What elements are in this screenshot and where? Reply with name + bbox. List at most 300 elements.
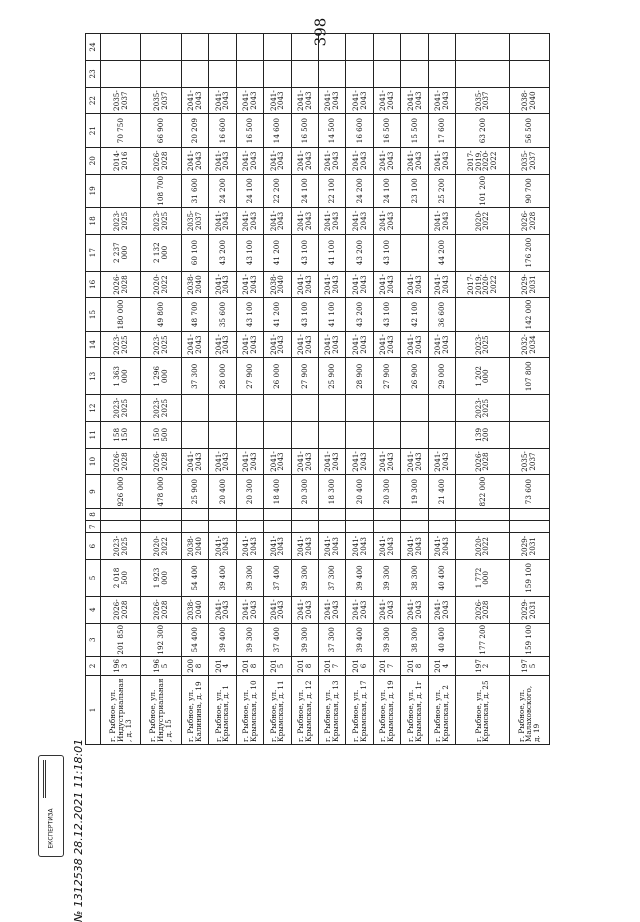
- table-cell: 2041-2043: [209, 147, 236, 174]
- table-cell: 2041-2043: [236, 533, 263, 560]
- table-cell: 2014: [209, 656, 236, 675]
- table-cell: 43 100: [373, 234, 400, 271]
- table-cell: [264, 34, 291, 61]
- table-cell: 926 000: [101, 475, 141, 508]
- table-cell: 2041-2043: [346, 596, 373, 623]
- table-cell: 2041-2043: [346, 448, 373, 475]
- document-footer: [30, 738, 140, 922]
- table-cell: 180 000: [101, 298, 141, 331]
- table-cell: 2041-2043: [373, 596, 400, 623]
- table-cell: 37 300: [181, 358, 208, 395]
- table-cell: 37 400: [264, 623, 291, 656]
- address-cell: г. Рыбное, ул. Крымская, д. 1: [209, 675, 236, 744]
- table-cell: [509, 34, 549, 61]
- column-number-18: 18: [86, 208, 101, 235]
- table-cell: 41 200: [264, 234, 291, 271]
- table-cell: [291, 395, 318, 422]
- table-cell: 39 300: [373, 623, 400, 656]
- column-number-7: 7: [86, 521, 101, 533]
- address-cell: г. Рыбное, ул. Крымская, д. 17: [346, 675, 373, 744]
- table-cell: 43 100: [236, 234, 263, 271]
- table-cell: 20 400: [209, 475, 236, 508]
- table-cell: 2023-2025: [101, 208, 141, 235]
- table-cell: 37 300: [318, 560, 345, 597]
- table-cell: [181, 421, 208, 448]
- table-cell: [401, 508, 428, 520]
- table-cell: 2041-2043: [264, 331, 291, 358]
- table-cell: 2041-2043: [209, 208, 236, 235]
- table-cell: 1965: [141, 656, 181, 675]
- table-cell: 2041-2043: [318, 331, 345, 358]
- table-cell: [509, 421, 549, 448]
- table-cell: 27 900: [373, 358, 400, 395]
- table-cell: 478 000: [141, 475, 181, 508]
- table-row: [401, 34, 428, 745]
- table-cell: [318, 521, 345, 533]
- table-cell: [236, 34, 263, 61]
- table-cell: 2026-2028: [101, 596, 141, 623]
- table-cell: [181, 521, 208, 533]
- table-cell: 17 600: [428, 114, 455, 147]
- table-cell: [264, 508, 291, 520]
- table-cell: 66 900: [141, 114, 181, 147]
- address-cell: г. Рыбное, ул. Калинина, д. 19: [181, 675, 208, 744]
- table-cell: 20 209: [181, 114, 208, 147]
- column-number-15: 15: [86, 298, 101, 331]
- table-cell: [428, 508, 455, 520]
- table-cell: 2035-2037: [509, 147, 549, 174]
- table-cell: 16 500: [373, 114, 400, 147]
- table-cell: [456, 34, 509, 61]
- table-cell: 49 800: [141, 298, 181, 331]
- table-cell: 2041-2043: [264, 448, 291, 475]
- column-number-6: 6: [86, 533, 101, 560]
- table-cell: 2023-2025: [141, 331, 181, 358]
- table-cell: 39 300: [373, 560, 400, 597]
- table-cell: [209, 521, 236, 533]
- table-cell: 35 600: [209, 298, 236, 331]
- table-cell: 2038-2040: [181, 533, 208, 560]
- table-cell: 2041-2043: [373, 147, 400, 174]
- table-cell: 2014: [428, 656, 455, 675]
- table-cell: 2041-2043: [318, 448, 345, 475]
- table-cell: 2041-2043: [291, 208, 318, 235]
- table-cell: 2018: [401, 656, 428, 675]
- table-cell: 2041-2043: [318, 596, 345, 623]
- table-cell: 2041-2043: [236, 208, 263, 235]
- table-cell: 107 800: [509, 358, 549, 395]
- table-cell: [456, 298, 509, 331]
- table-cell: 37 300: [318, 623, 345, 656]
- table-cell: 2041-2043: [209, 331, 236, 358]
- table-row: [373, 34, 400, 745]
- table-cell: 24 100: [373, 174, 400, 207]
- table-cell: 1 202 000: [456, 358, 509, 395]
- table-cell: 2020-2022: [456, 208, 509, 235]
- table-cell: [101, 34, 141, 61]
- table-cell: [264, 421, 291, 448]
- table-cell: 23 100: [401, 174, 428, 207]
- table-cell: 28 900: [346, 358, 373, 395]
- table-cell: 39 300: [291, 623, 318, 656]
- table-cell: 2018: [236, 656, 263, 675]
- table-cell: 1 363 000: [101, 358, 141, 395]
- table-cell: 1972: [456, 656, 509, 675]
- repair-schedule-table: [85, 33, 550, 745]
- table-cell: [318, 421, 345, 448]
- table-cell: 2041-2043: [236, 147, 263, 174]
- table-cell: [291, 60, 318, 87]
- table-cell: 20 400: [346, 475, 373, 508]
- table-cell: 41 100: [318, 298, 345, 331]
- column-number-17: 17: [86, 234, 101, 271]
- stamp-label: ЕКСПЕРТИЗА: [47, 807, 55, 849]
- table-cell: [346, 508, 373, 520]
- table-cell: 21 400: [428, 475, 455, 508]
- registration-stamp-text: № 1312538 28.12.2021 11:18:01: [72, 738, 86, 922]
- registration-stamp: [70, 738, 88, 922]
- table-cell: [401, 234, 428, 271]
- table-cell: [346, 421, 373, 448]
- table-cell: 822 000: [456, 475, 509, 508]
- table-cell: 73 600: [509, 475, 549, 508]
- table-cell: 2016: [346, 656, 373, 675]
- table-cell: [318, 60, 345, 87]
- column-number-4: 4: [86, 596, 101, 623]
- table-cell: [236, 508, 263, 520]
- rotated-table-wrapper: [85, 33, 550, 745]
- table-row: [428, 34, 455, 745]
- table-row: [509, 34, 549, 745]
- column-number-3: 3: [86, 623, 101, 656]
- table-cell: 16 500: [236, 114, 263, 147]
- table-cell: 2041-2043: [346, 87, 373, 114]
- table-cell: 43 100: [291, 298, 318, 331]
- table-cell: [401, 34, 428, 61]
- table-cell: 20 300: [291, 475, 318, 508]
- table-cell: [209, 421, 236, 448]
- table-cell: 2041-2043: [401, 533, 428, 560]
- table-cell: 2041-2043: [264, 208, 291, 235]
- table-cell: [509, 521, 549, 533]
- table-cell: 2041-2043: [236, 87, 263, 114]
- table-cell: 150 500: [141, 421, 181, 448]
- table-cell: 2041-2043: [264, 147, 291, 174]
- table-cell: 139 200: [456, 421, 509, 448]
- table-cell: 54 400: [181, 623, 208, 656]
- table-cell: 2041-2043: [428, 596, 455, 623]
- table-cell: 2041-2043: [181, 448, 208, 475]
- table-cell: 2041-2043: [428, 533, 455, 560]
- table-cell: 2041-2043: [318, 533, 345, 560]
- table-cell: [181, 395, 208, 422]
- table-cell: 2041-2043: [181, 147, 208, 174]
- table-cell: 1963: [101, 656, 141, 675]
- table-cell: [264, 60, 291, 87]
- table-cell: 2041-2043: [209, 596, 236, 623]
- address-cell: г. Рыбное, ул. Малаховского, д. 19: [509, 675, 549, 744]
- table-cell: 39 400: [209, 623, 236, 656]
- table-cell: [373, 395, 400, 422]
- column-number-13: 13: [86, 358, 101, 395]
- table-cell: [101, 508, 141, 520]
- table-cell: 2023-2025: [141, 208, 181, 235]
- table-cell: 27 900: [236, 358, 263, 395]
- table-cell: 2041-2043: [401, 331, 428, 358]
- table-cell: [456, 234, 509, 271]
- table-cell: 2020-2022: [456, 533, 509, 560]
- table-cell: 2038-2040: [181, 596, 208, 623]
- stamp-logo-icon: [43, 760, 60, 798]
- table-cell: 2041-2043: [209, 87, 236, 114]
- table-cell: 2015: [264, 656, 291, 675]
- table-cell: 2017-2019, 2020-2022: [456, 147, 509, 174]
- table-cell: [181, 34, 208, 61]
- table-cell: 63 200: [456, 114, 509, 147]
- table-cell: 2026-2028: [456, 448, 509, 475]
- table-cell: 43 100: [291, 234, 318, 271]
- table-cell: 2023-2025: [101, 395, 141, 422]
- table-cell: [101, 521, 141, 533]
- table-cell: 26 900: [401, 358, 428, 395]
- table-cell: 2041-2043: [401, 448, 428, 475]
- table-cell: [428, 521, 455, 533]
- table-cell: 26 000: [264, 358, 291, 395]
- table-cell: 2041-2043: [209, 271, 236, 298]
- table-cell: [373, 508, 400, 520]
- table-cell: 2041-2043: [373, 331, 400, 358]
- address-cell: г. Рыбное, ул. Крымская, д. 11: [264, 675, 291, 744]
- table-cell: 2023-2025: [456, 395, 509, 422]
- table-cell: 38 300: [401, 623, 428, 656]
- table-cell: 2038-2040: [181, 271, 208, 298]
- column-number-19: 19: [86, 174, 101, 207]
- table-cell: 2041-2043: [318, 208, 345, 235]
- table-cell: 25 900: [318, 358, 345, 395]
- table-cell: 2026-2028: [101, 448, 141, 475]
- table-cell: 2041-2043: [346, 533, 373, 560]
- table-cell: 43 100: [236, 298, 263, 331]
- table-cell: [373, 34, 400, 61]
- table-cell: [346, 34, 373, 61]
- table-cell: [318, 395, 345, 422]
- table-cell: [346, 395, 373, 422]
- table-cell: 2041-2043: [264, 596, 291, 623]
- table-cell: 44 200: [428, 234, 455, 271]
- table-cell: 2026-2028: [141, 596, 181, 623]
- table-row: [291, 34, 318, 745]
- table-cell: 16 600: [346, 114, 373, 147]
- table-cell: [373, 60, 400, 87]
- table-cell: 2041-2043: [236, 448, 263, 475]
- table-cell: 1975: [509, 656, 549, 675]
- table-cell: 2038-2040: [264, 271, 291, 298]
- table-cell: 2041-2043: [236, 596, 263, 623]
- address-cell: г. Рыбное, ул. Крымская, д. 1г: [401, 675, 428, 744]
- table-cell: 2018: [291, 656, 318, 675]
- table-cell: 2035-2037: [181, 208, 208, 235]
- table-cell: 2041-2043: [373, 448, 400, 475]
- table-cell: 2041-2043: [346, 271, 373, 298]
- table-cell: 39 300: [291, 560, 318, 597]
- table-cell: [236, 60, 263, 87]
- table-cell: 42 100: [401, 298, 428, 331]
- table-row: [101, 34, 141, 745]
- table-cell: [264, 395, 291, 422]
- table-cell: 60 100: [181, 234, 208, 271]
- table-cell: 19 300: [401, 475, 428, 508]
- table-cell: 39 300: [236, 560, 263, 597]
- table-cell: 2041-2043: [401, 596, 428, 623]
- table-cell: [264, 521, 291, 533]
- table-cell: 2041-2043: [428, 271, 455, 298]
- address-cell: г. Рыбное, ул. Крымская, д. 12: [291, 675, 318, 744]
- table-row: [181, 34, 208, 745]
- table-cell: 20 300: [373, 475, 400, 508]
- table-row: [264, 34, 291, 745]
- table-cell: 2026-2028: [456, 596, 509, 623]
- table-cell: 41 200: [264, 298, 291, 331]
- table-cell: 25 900: [181, 475, 208, 508]
- table-cell: 2029-2031: [509, 596, 549, 623]
- table-cell: 2041-2043: [428, 448, 455, 475]
- table-cell: 2041-2043: [373, 533, 400, 560]
- table-cell: [209, 508, 236, 520]
- table-cell: [401, 208, 428, 235]
- table-cell: [101, 60, 141, 87]
- table-cell: [401, 521, 428, 533]
- table-cell: 2041-2043: [291, 448, 318, 475]
- table-cell: 2041-2043: [318, 147, 345, 174]
- column-number-20: 20: [86, 147, 101, 174]
- table-cell: 201 850: [101, 623, 141, 656]
- table-cell: [141, 521, 181, 533]
- table-cell: 1 772 000: [456, 560, 509, 597]
- table-row: [141, 34, 181, 745]
- table-cell: 2041-2043: [236, 271, 263, 298]
- table-cell: 2023-2025: [141, 395, 181, 422]
- column-number-12: 12: [86, 395, 101, 422]
- address-cell: г. Рыбное, ул. Индустриальная, д. 13: [101, 675, 141, 744]
- table-cell: [509, 395, 549, 422]
- column-number-9: 9: [86, 475, 101, 508]
- table-cell: 2041-2043: [401, 271, 428, 298]
- table-cell: 2041-2043: [209, 448, 236, 475]
- table-cell: [346, 60, 373, 87]
- column-number-1: 1: [86, 675, 101, 744]
- table-cell: [401, 395, 428, 422]
- table-cell: 2017-2019, 2020-2022: [456, 271, 509, 298]
- column-number-16: 16: [86, 271, 101, 298]
- table-cell: 2041-2043: [291, 271, 318, 298]
- table-cell: 54 400: [181, 560, 208, 597]
- table-cell: 31 600: [181, 174, 208, 207]
- table-cell: 18 400: [264, 475, 291, 508]
- table-cell: 2035-2037: [509, 448, 549, 475]
- table-cell: 2017: [318, 656, 345, 675]
- table-cell: [236, 395, 263, 422]
- table-row: [209, 34, 236, 745]
- table-cell: 142 000: [509, 298, 549, 331]
- table-cell: 2035-2037: [101, 87, 141, 114]
- table-cell: 2023-2025: [456, 331, 509, 358]
- table-cell: 159 100: [509, 560, 549, 597]
- table-cell: 16 600: [209, 114, 236, 147]
- column-number-23: 23: [86, 60, 101, 87]
- address-cell: г. Рыбное, ул. Крымская, д. 13: [318, 675, 345, 744]
- table-cell: 2041-2043: [181, 87, 208, 114]
- table-cell: 2041-2043: [401, 87, 428, 114]
- table-cell: [141, 34, 181, 61]
- table-cell: 39 300: [236, 623, 263, 656]
- table-cell: 159 100: [509, 623, 549, 656]
- table-cell: [291, 34, 318, 61]
- table-header-row: [86, 34, 101, 745]
- table-cell: 101 200: [456, 174, 509, 207]
- table-cell: 43 200: [209, 234, 236, 271]
- expertise-stamp: [38, 755, 64, 857]
- table-cell: 2 018 500: [101, 560, 141, 597]
- address-cell: г. Рыбное, ул. Индустриальная, д. 15: [141, 675, 181, 744]
- table-cell: 2041-2043: [236, 331, 263, 358]
- table-cell: 2041-2043: [428, 331, 455, 358]
- table-cell: 15 500: [401, 114, 428, 147]
- table-cell: [318, 34, 345, 61]
- table-cell: 2020-2022: [141, 533, 181, 560]
- table-cell: 28 000: [209, 358, 236, 395]
- table-cell: 43 200: [346, 298, 373, 331]
- table-cell: [509, 60, 549, 87]
- column-number-22: 22: [86, 87, 101, 114]
- table-cell: 22 100: [318, 174, 345, 207]
- table-cell: [456, 508, 509, 520]
- table-cell: 2029-2031: [509, 533, 549, 560]
- table-cell: 2041-2043: [373, 208, 400, 235]
- table-cell: [428, 421, 455, 448]
- table-cell: [209, 60, 236, 87]
- table-cell: 24 100: [291, 174, 318, 207]
- table-cell: 36 600: [428, 298, 455, 331]
- table-cell: 38 300: [401, 560, 428, 597]
- table-cell: 24 200: [346, 174, 373, 207]
- table-cell: 2020-2022: [141, 271, 181, 298]
- table-cell: 2026-2028: [101, 271, 141, 298]
- table-cell: 2026-2028: [509, 208, 549, 235]
- table-cell: [509, 508, 549, 520]
- table-cell: 158 150: [101, 421, 141, 448]
- table-cell: 2029-2031: [509, 271, 549, 298]
- table-cell: 2035-2037: [141, 87, 181, 114]
- column-number-24: 24: [86, 34, 101, 61]
- table-cell: 2035-2037: [456, 87, 509, 114]
- table-cell: [291, 421, 318, 448]
- table-cell: 43 200: [346, 234, 373, 271]
- table-row: [456, 34, 509, 745]
- table-cell: 24 200: [209, 174, 236, 207]
- table-cell: [141, 60, 181, 87]
- table-cell: 1 296 000: [141, 358, 181, 395]
- table-cell: 192 300: [141, 623, 181, 656]
- table-cell: 41 100: [318, 234, 345, 271]
- table-cell: 2041-2043: [264, 533, 291, 560]
- table-cell: 39 400: [209, 560, 236, 597]
- table-cell: [428, 60, 455, 87]
- table-cell: 40 400: [428, 560, 455, 597]
- table-cell: 20 300: [236, 475, 263, 508]
- table-cell: 2041-2043: [346, 147, 373, 174]
- column-number-11: 11: [86, 421, 101, 448]
- table-cell: 39 400: [346, 623, 373, 656]
